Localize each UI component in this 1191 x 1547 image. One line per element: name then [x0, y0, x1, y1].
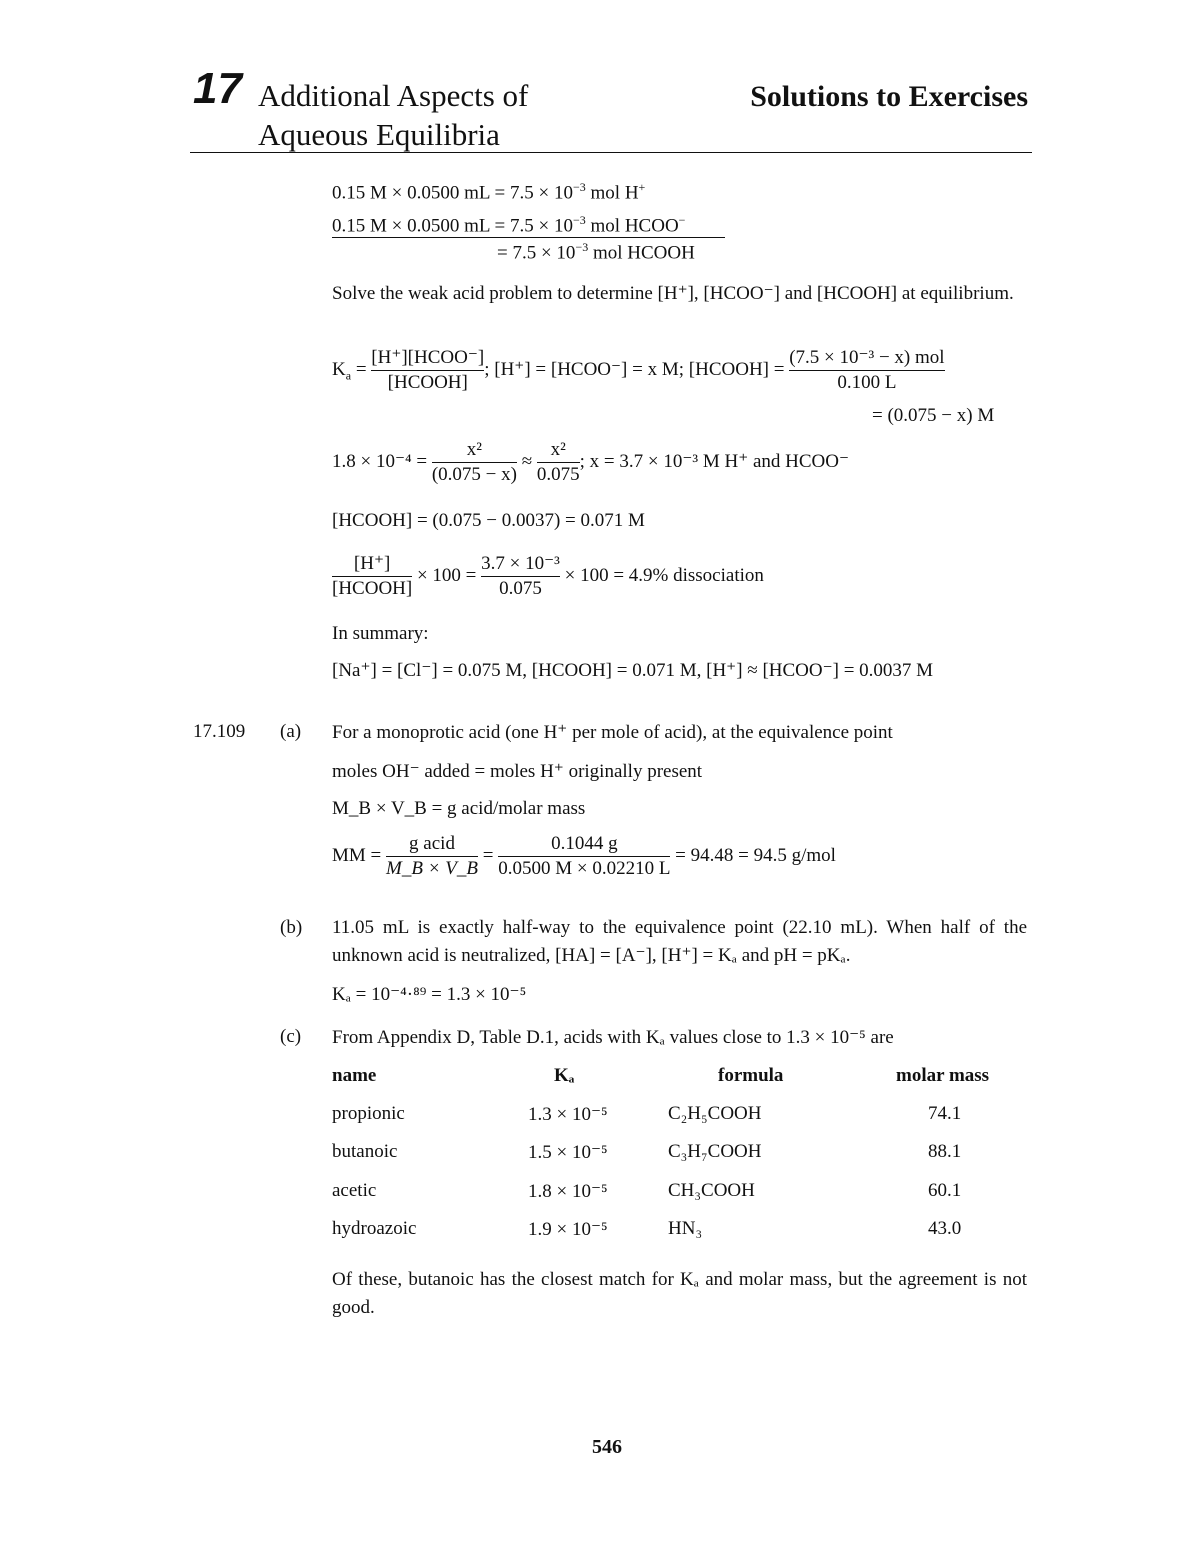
pct-num-2: 3.7 × 10⁻³ — [481, 553, 560, 574]
eq-num-2: x² — [550, 439, 566, 460]
section-title: Solutions to Exercises — [750, 80, 1028, 113]
table-header-formula: formula — [718, 1065, 784, 1086]
row-molar-mass: 43.0 — [928, 1218, 962, 1239]
row-molar-mass: 74.1 — [928, 1103, 962, 1124]
moles-hcoo-tail: mol HCOO — [585, 215, 679, 237]
row-name: propionic — [332, 1103, 405, 1124]
moles-hcooh-text: = 7.5 × 10 — [497, 242, 576, 264]
part-a-line1: For a monoprotic acid (one H⁺ per mole of acid), at the equivalence point — [332, 722, 893, 743]
part-c-intro: From Appendix D, Table D.1, acids with Kₐ values close to 1.3 × 10⁻⁵ are — [332, 1027, 894, 1048]
ka-symbol: K — [332, 358, 346, 380]
part-b-text: 11.05 mL is exactly half-way to the equivalence point (22.10 mL). When half of the unknown acid is neutralized, [HA] = [A⁻], [H⁺] = Kₐ and pH = pKₐ. — [332, 917, 1027, 966]
mm-fraction-2 — [498, 832, 670, 881]
mm-equals: = — [482, 844, 494, 866]
moles-hcooh-exp: −3 — [575, 240, 589, 254]
row-formula: CH₃COOH — [668, 1180, 755, 1201]
row-ka: 1.8 × 10⁻⁵ — [528, 1181, 608, 1202]
row-ka: 1.5 × 10⁻⁵ — [528, 1142, 608, 1163]
moles-hcooh-tail: mol HCOOH — [588, 242, 695, 264]
eq-approx: ≈ — [521, 450, 533, 472]
pct-den-1: [HCOOH] — [332, 578, 413, 599]
molar-mass-equation — [332, 832, 836, 881]
mm-den-1: M_B × V_B — [386, 858, 478, 879]
row-formula: HN₃ — [668, 1218, 703, 1239]
moles-hcoo-text: 0.15 M × 0.0500 mL = 7.5 × 10 — [332, 215, 573, 237]
part-a-line3: M_B × V_B = g acid/molar mass — [332, 798, 586, 819]
eq-lhs: 1.8 × 10⁻⁴ = — [332, 450, 428, 472]
pct-mid: × 100 = — [416, 564, 477, 586]
pct-den-2: 0.075 — [481, 576, 560, 601]
eq-den-2: 0.075 — [536, 464, 580, 485]
ka-expression: $K_a$ = $\frac{\text{[H⁺][HCOO⁻]}}{\text{[HCOOH]}}$ ; [H⁺] = [HCOO⁻] = x M; [HCOOH] = $\frac{\text{(7.5 × 10⁻³ − x) mol}}{0.100 L}$ — [332, 347, 945, 393]
part-a-line2: moles OH⁻ added = moles H⁺ originally present — [332, 761, 703, 782]
page-number: 546 — [592, 1436, 622, 1458]
summary-line: [Na⁺] = [Cl⁻] = 0.075 M, [HCOOH] = 0.071 M, [H⁺] ≈ [HCOO⁻] = 0.0037 M — [332, 660, 934, 681]
mm-num-2: 0.1044 g — [551, 833, 618, 854]
ka-numerator: [H⁺][HCOO⁻] — [371, 347, 485, 368]
solve-paragraph: Solve the weak acid problem to determine [H⁺], [HCOO⁻] and [HCOOH] at equilibrium. — [332, 283, 1014, 304]
mm-lhs: MM = — [332, 844, 382, 866]
table-header-molar-mass: molar mass — [896, 1065, 990, 1086]
ka-denominator: [HCOOH] — [371, 370, 484, 395]
eq-num-1: x² — [466, 439, 482, 460]
percent-dissociation — [332, 552, 764, 601]
pct-fraction-2 — [481, 552, 560, 601]
equilibrium-equation — [332, 438, 849, 487]
hcooh-conc-result: = (0.075 − x) M — [872, 405, 995, 426]
hcooh-conc-fraction — [789, 346, 944, 395]
row-ka: 1.9 × 10⁻⁵ — [528, 1219, 608, 1240]
chapter-title-line2: Aqueous Equilibria — [258, 117, 500, 152]
moles-hcooh-line — [497, 240, 695, 264]
part-a-label: (a) — [280, 721, 302, 742]
mm-tail: = 94.48 = 94.5 g/mol — [675, 844, 836, 866]
chapter-number: 17 — [193, 64, 242, 113]
part-b-label: (b) — [280, 917, 303, 938]
moles-h-tail: mol H — [585, 182, 639, 204]
moles-hcoo-exp: −3 — [572, 213, 586, 227]
summary-label: In summary: — [332, 623, 429, 644]
ka-fraction — [371, 346, 484, 395]
row-molar-mass: 88.1 — [928, 1141, 962, 1162]
hcooh-line: [HCOOH] = (0.075 − 0.0037) = 0.071 M — [332, 510, 645, 531]
part-b-ka: Kₐ = 10⁻⁴·⁸⁹ = 1.3 × 10⁻⁵ — [332, 984, 527, 1005]
hcooh-conc-numerator: (7.5 × 10⁻³ − x) mol — [789, 347, 945, 368]
eq-tail: ; x = 3.7 × 10⁻³ M H⁺ and HCOO⁻ — [579, 450, 850, 472]
mm-num-1: g acid — [409, 833, 455, 854]
chapter-title-line1: Additional Aspects of — [258, 78, 529, 113]
table-header-ka: Kₐ — [554, 1065, 575, 1086]
eq-fraction-1 — [432, 438, 517, 487]
problem-number: 17.109 — [193, 721, 246, 742]
moles-h-line: 0.15 M × 0.0500 mL = $7.5 \times 10^{-3}$ mol H+ — [332, 180, 646, 204]
eq-den-1: (0.075 − x) — [431, 464, 517, 485]
part-c-label: (c) — [280, 1026, 302, 1047]
row-molar-mass: 60.1 — [928, 1180, 962, 1201]
row-name: butanoic — [332, 1141, 398, 1162]
mm-den-2: 0.0500 M × 0.02210 L — [498, 858, 671, 879]
moles-hcoo-line: 0.15 M × 0.0500 mL = $7.5 \times 10^{-3}$ mol HCOO− — [332, 213, 725, 238]
moles-h-text: 0.15 M × 0.0500 mL = 7.5 × 10 — [332, 182, 573, 204]
moles-h-exp: −3 — [572, 180, 586, 194]
header-rule — [190, 152, 1032, 153]
pct-num-1: [H⁺] — [353, 553, 391, 574]
row-formula: C₃H₇COOH — [668, 1141, 762, 1162]
pct-tail: × 100 = 4.9% dissociation — [564, 564, 764, 586]
row-formula: C₂H₅COOH — [668, 1103, 762, 1124]
hcooh-conc-denominator: 0.100 L — [789, 370, 944, 395]
eq-fraction-2 — [537, 438, 580, 487]
row-name: hydroazoic — [332, 1218, 417, 1239]
row-ka: 1.3 × 10⁻⁵ — [528, 1104, 608, 1125]
mm-fraction-1 — [386, 832, 478, 881]
table-header-name: name — [332, 1065, 377, 1086]
pct-fraction-1 — [332, 552, 412, 601]
row-name: acetic — [332, 1180, 377, 1201]
ka-middle: ; [H⁺] = [HCOO⁻] = x M; [HCOOH] = — [484, 358, 785, 380]
part-c-conclusion: Of these, butanoic has the closest match for Kₐ and molar mass, but the agreement is not good. — [332, 1269, 1027, 1318]
